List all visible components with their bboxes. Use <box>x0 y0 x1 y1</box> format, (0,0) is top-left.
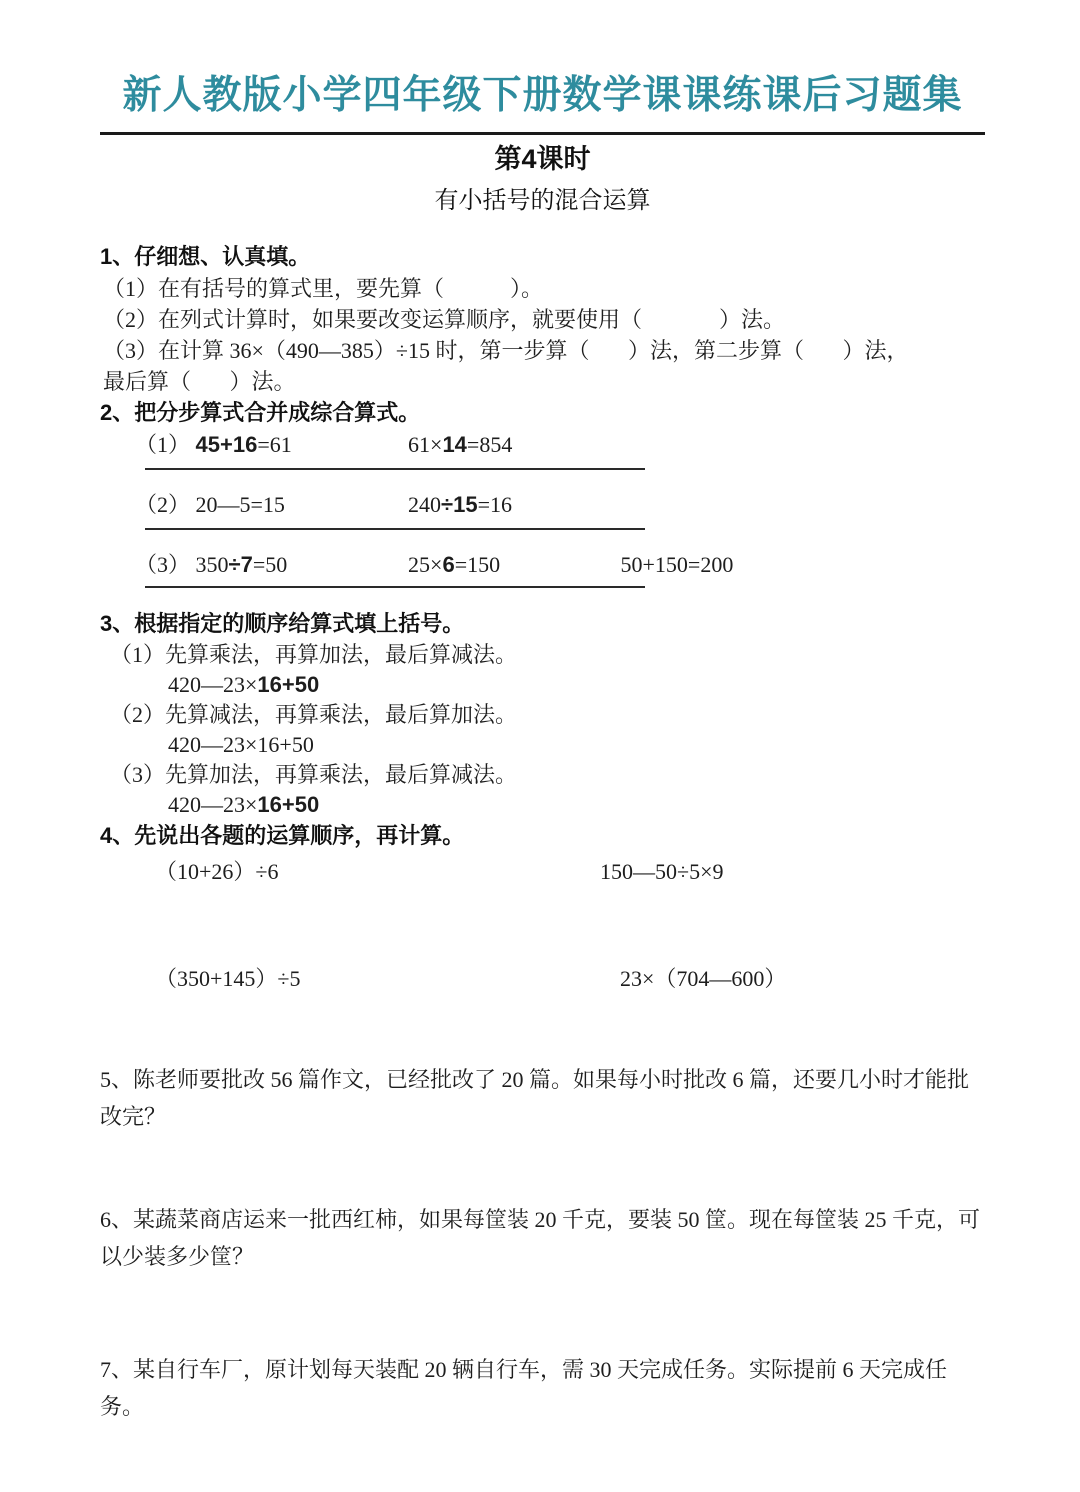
question-1-item-2: （2）在列式计算时，如果要改变运算顺序，就要使用（ ）法。 <box>103 307 786 332</box>
question-4-expression-3: （350+145）÷5 <box>155 966 301 991</box>
question-4-expression-1: （10+26）÷6 <box>155 859 279 884</box>
item-label: （2） <box>135 492 191 517</box>
question-2-heading: 2、把分步算式合并成综合算式。 <box>100 400 421 425</box>
answer-line <box>145 528 645 530</box>
question-4-row-2 <box>100 963 985 995</box>
equation: 240÷15=16 <box>408 492 512 517</box>
title-divider <box>100 132 985 135</box>
question-1-heading: 1、仔细想、认真填。 <box>100 244 311 269</box>
question-3-rule-2: （2）先算减法，再算乘法，最后算加法。 <box>110 702 518 727</box>
equation: 50+150=200 <box>620 552 734 577</box>
question-1-item-1: （1）在有括号的算式里，要先算（ ）。 <box>103 276 544 301</box>
question-3-expression-3: 420—23×16+50 <box>168 792 320 817</box>
question-4-expression-4: 23×（704—600） <box>620 966 787 991</box>
equation: 45+16=61 <box>195 432 292 457</box>
item-label: （1） <box>135 432 191 457</box>
equation: 350÷7=50 <box>195 552 288 577</box>
question-1-item-3-continued: 最后算（ ）法。 <box>103 369 296 394</box>
question-4-row-1 <box>100 856 985 888</box>
question-2-row-3 <box>100 549 985 581</box>
question-3 <box>100 608 985 820</box>
lesson-topic: 有小括号的混合运算 <box>434 187 651 214</box>
question-5: 5、陈老师要批改 56 篇作文，已经批改了 20 篇。如果每小时批改 6 篇，还要几小时才能批改完？ <box>100 1067 970 1129</box>
question-7: 7、某自行车厂，原计划每天装配 20 辆自行车，需 30 天完成任务。实际提前 6 天完成任务。 <box>100 1357 948 1419</box>
question-3-heading: 3、根据指定的顺序给算式填上括号。 <box>100 611 465 636</box>
question-3-expression-1: 420—23×16+50 <box>168 672 320 697</box>
question-3-rule-1: （1）先算乘法，再算加法，最后算减法。 <box>110 642 518 667</box>
item-label: （3） <box>135 552 191 577</box>
lesson-number: 第4课时 <box>494 144 591 174</box>
question-2-row-1 <box>100 429 985 461</box>
question-4 <box>100 820 985 995</box>
equation: 61×14=854 <box>408 432 513 457</box>
page-title: 新人教版小学四年级下册数学课课练课后习题集 <box>122 74 963 117</box>
question-3-expression-2: 420—23×16+50 <box>168 732 314 757</box>
question-6: 6、某蔬菜商店运来一批西红柿，如果每筐装 20 千克，要装 50 筐。现在每筐装 25 千克，可以少装多少筐？ <box>100 1207 981 1269</box>
worksheet-content <box>0 70 1080 1425</box>
question-4-heading: 4、先说出各题的运算顺序，再计算。 <box>100 823 465 848</box>
answer-line <box>145 468 645 470</box>
equation: 25×6=150 <box>408 552 501 577</box>
question-1 <box>100 241 985 397</box>
question-3-rule-3: （3）先算加法，再算乘法，最后算减法。 <box>110 762 518 787</box>
question-2-row-2 <box>100 489 985 521</box>
question-4-expression-2: 150—50÷5×9 <box>600 859 724 884</box>
question-1-item-3: （3）在计算 36×（490—385）÷15 时，第一步算（ ）法，第二步算（ ）法， <box>103 338 909 363</box>
question-2 <box>100 397 985 588</box>
answer-line <box>145 586 645 588</box>
equation: 20—5=15 <box>195 492 285 517</box>
